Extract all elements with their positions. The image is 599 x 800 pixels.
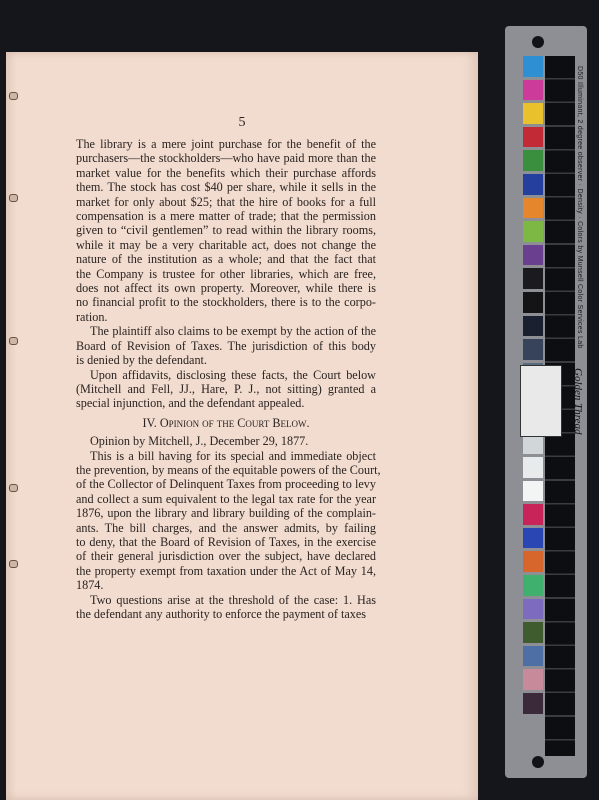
binding-stitch xyxy=(9,560,18,568)
binding-stitch xyxy=(9,92,18,100)
color-swatch xyxy=(523,504,543,525)
color-swatch xyxy=(523,551,543,572)
text-line: the Company is trustee for other libraries, which are free, xyxy=(76,266,376,281)
color-swatch xyxy=(523,221,543,242)
text-line: market value for the benefits which their purchase affords xyxy=(76,165,376,180)
document-body xyxy=(76,137,381,621)
text-line: (Mitchell and Fell, JJ., Hare, P. J., not sitting) granted a xyxy=(76,381,376,396)
binding-stitch xyxy=(9,484,18,492)
color-swatch xyxy=(523,339,543,360)
text-line: is denied by the defendant. xyxy=(76,353,207,368)
text-line: no financial profit to the stockholders, there is to the corpo- xyxy=(76,295,376,310)
text-line: compensation is a mere matter of trade; that the permission xyxy=(76,209,376,224)
color-swatch xyxy=(523,481,543,502)
color-swatch xyxy=(523,693,543,714)
text-line: and collect a sum equivalent to the legal tax rate for the year xyxy=(76,491,376,506)
text-line: Upon affidavits, disclosing these facts, the Court below xyxy=(90,367,376,382)
text-line: 1876, upon the library and library building of the complain- xyxy=(76,506,376,521)
text-line: to deny, that the Board of Revision of Taxes, in the exercise xyxy=(76,534,376,549)
color-swatch xyxy=(523,268,543,289)
text-line: of their general jurisdiction over the subject, have declared xyxy=(76,549,376,564)
color-swatch xyxy=(523,575,543,596)
text-line: of the Collector of Delinquent Taxes from proceeding to levy xyxy=(76,477,376,492)
color-swatch xyxy=(523,599,543,620)
color-swatch xyxy=(523,127,543,148)
color-swatch xyxy=(523,174,543,195)
strip-hole xyxy=(532,36,544,48)
gray-target-card xyxy=(520,365,562,437)
text-line: the property exempt from taxation under the Act of May 14, xyxy=(76,563,376,578)
color-swatch xyxy=(523,56,543,77)
strip-hole xyxy=(532,756,544,768)
text-line: ration. xyxy=(76,309,108,324)
text-line: The plaintiff also claims to be exempt by the action of the xyxy=(90,324,376,339)
strip-label: D50 Illuminant, 2 degree observer · Density · Colors by Munsell Color Services Lab xyxy=(576,66,583,349)
text-line: This is a bill having for its special and immediate object xyxy=(90,448,376,463)
color-swatch xyxy=(523,646,543,667)
color-swatch xyxy=(523,622,543,643)
color-swatch xyxy=(523,198,543,219)
binding-stitch xyxy=(9,337,18,345)
text-line: 1874. xyxy=(76,578,104,593)
text-line: the prevention, by means of the equitable powers of the Court, xyxy=(76,462,381,477)
color-swatch xyxy=(523,669,543,690)
page-number: 5 xyxy=(238,115,246,130)
text-line: market for only about $25; that the hire of books for a full xyxy=(76,194,376,209)
color-swatch xyxy=(523,316,543,337)
text-line: Opinion by Mitchell, J., December 29, 1877. xyxy=(90,434,309,449)
color-swatch xyxy=(523,292,543,313)
text-line: while it may be a very charitable act, does not change the xyxy=(76,237,376,252)
text-line: ants. The bill charges, and the answer admits, by failing xyxy=(76,520,376,535)
color-swatch xyxy=(523,457,543,478)
text-line: special injunction, and the defendant appealed. xyxy=(76,396,305,411)
color-swatch xyxy=(523,103,543,124)
text-line: Board of Revision of Taxes. The jurisdiction of this body xyxy=(76,338,376,353)
binding-stitch xyxy=(9,194,18,202)
text-line: the defendant any authority to enforce the payment of taxes xyxy=(76,607,367,621)
section-heading: IV. Opinion of the Court Below. xyxy=(142,415,310,430)
color-swatch xyxy=(523,80,543,101)
text-line: them. The stock has cost $40 per share, while it sells in the xyxy=(76,180,376,195)
document-page xyxy=(6,52,478,800)
text-line: nature of the institution as a whole; and that the fact that xyxy=(76,252,376,267)
color-swatch xyxy=(523,245,543,266)
color-swatch xyxy=(523,150,543,171)
text-line: given to “civil gentlemen” to read within the library rooms, xyxy=(76,223,376,238)
text-line: does not affect its own property. Moreover, while there is xyxy=(76,281,376,296)
text-line: Two questions arise at the threshold of the case: 1. Has xyxy=(90,592,376,607)
text-line: purchasers—the stockholders—who have paid more than the xyxy=(76,151,376,166)
color-swatch xyxy=(523,528,543,549)
brand-label: Golden Thread xyxy=(572,368,584,435)
text-line: The library is a mere joint purchase for the benefit of the xyxy=(76,137,376,151)
